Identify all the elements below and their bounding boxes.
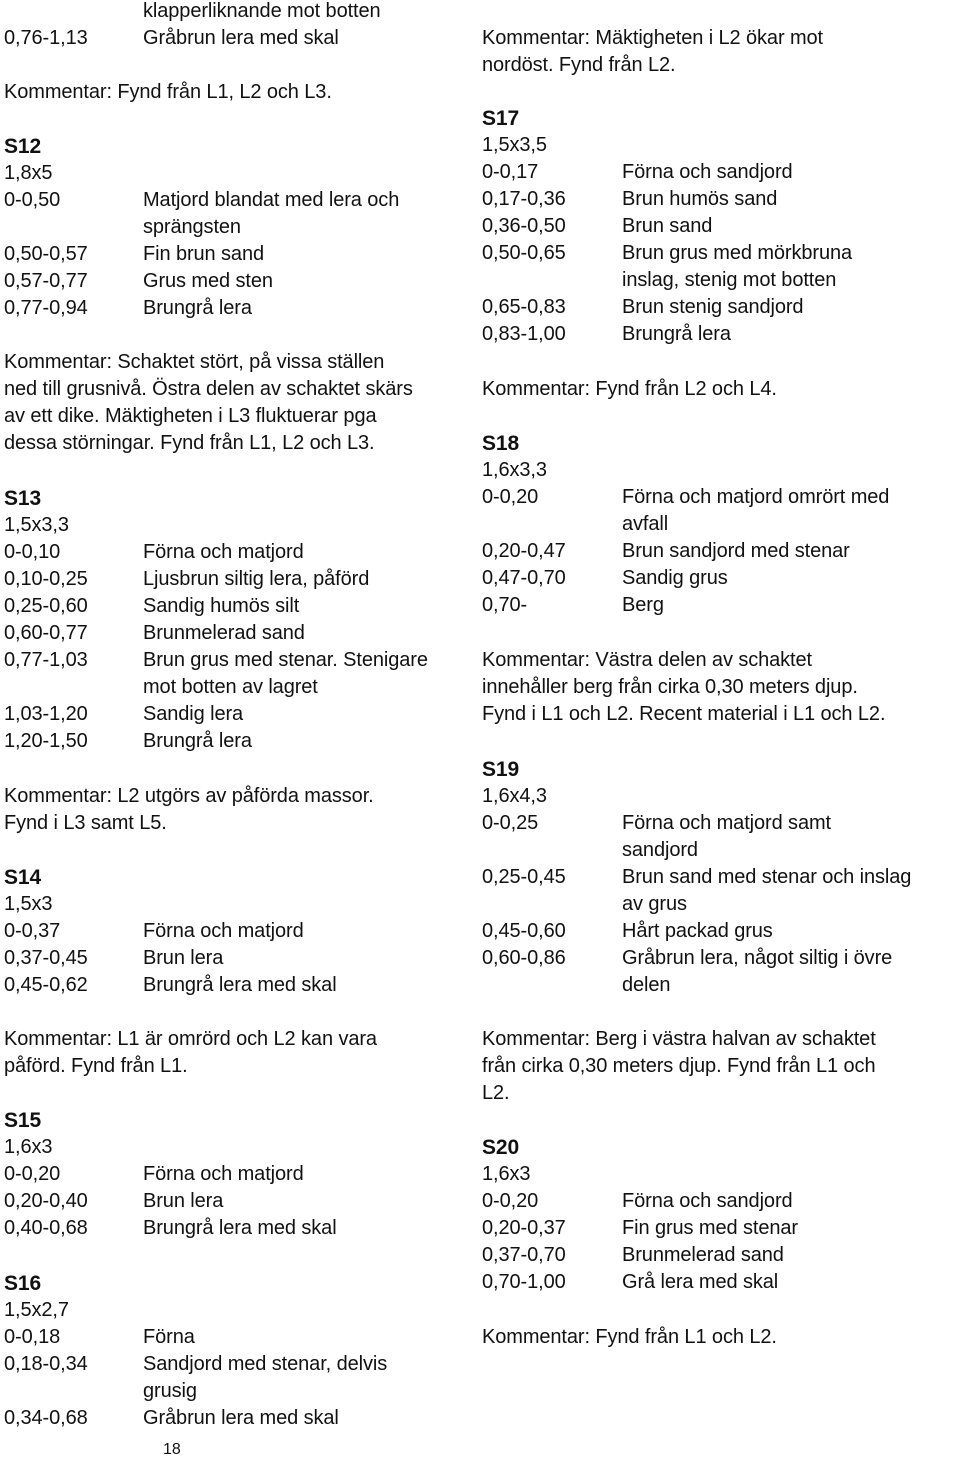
layer-description: Grus med sten <box>143 270 273 292</box>
layer-description: Brun humös sand <box>622 188 778 210</box>
trench-comment: Kommentar: Schaktet stört, på vissa ställen <box>4 351 385 373</box>
layer-depth: 1,20-1,50 <box>4 730 88 752</box>
trench-size: 1,6x3,3 <box>482 459 547 481</box>
trench-heading: S18 <box>482 432 520 455</box>
trench-size: 1,5x2,7 <box>4 1299 69 1321</box>
trench-heading: S20 <box>482 1136 520 1159</box>
trench-comment: från cirka 0,30 meters djup. Fynd från L1 och <box>482 1055 876 1077</box>
layer-depth: 0,50-0,65 <box>482 242 566 264</box>
layer-description: Förna och matjord <box>143 920 304 942</box>
layer-description: Förna och sandjord <box>622 1190 793 1212</box>
layer-depth: 0-0,37 <box>4 920 61 942</box>
layer-description: avfall <box>622 513 669 535</box>
layer-description: klapperliknande mot botten <box>143 0 381 22</box>
layer-description: Gråbrun lera med skal <box>143 1407 339 1429</box>
trench-comment: Kommentar: Fynd från L2 och L4. <box>482 378 777 400</box>
layer-description: Brun sand <box>622 215 713 237</box>
layer-depth: 0,77-1,03 <box>4 649 88 671</box>
layer-depth: 0,17-0,36 <box>482 188 566 210</box>
layer-description: Brun sandjord med stenar <box>622 540 850 562</box>
layer-depth: 0,47-0,70 <box>482 567 566 589</box>
layer-description: Gråbrun lera, något siltig i övre <box>622 947 893 969</box>
trench-size: 1,8x5 <box>4 162 53 184</box>
layer-description: Sandig humös silt <box>143 595 300 617</box>
layer-depth: 0,60-0,86 <box>482 947 566 969</box>
trench-comment: av ett dike. Mäktigheten i L3 fluktuerar pga <box>4 405 377 427</box>
layer-description: sprängsten <box>143 216 241 238</box>
layer-depth: 0,37-0,45 <box>4 947 88 969</box>
layer-depth: 0,60-0,77 <box>4 622 88 644</box>
trench-size: 1,6x3 <box>482 1163 531 1185</box>
layer-depth: 0-0,25 <box>482 812 539 834</box>
layer-description: Brungrå lera <box>622 323 731 345</box>
layer-description: Matjord blandat med lera och <box>143 189 400 211</box>
layer-depth: 0-0,20 <box>4 1163 61 1185</box>
trench-comment: Kommentar: Västra delen av schaktet <box>482 649 812 671</box>
layer-depth: 0,20-0,47 <box>482 540 566 562</box>
trench-comment: Kommentar: Fynd från L1, L2 och L3. <box>4 81 332 103</box>
trench-comment: Fynd i L1 och L2. Recent material i L1 och L2. <box>482 703 886 725</box>
layer-description: Brun stenig sandjord <box>622 296 804 318</box>
trench-comment: Kommentar: L1 är omrörd och L2 kan vara <box>4 1028 377 1050</box>
layer-description: Förna och matjord omrört med <box>622 486 890 508</box>
trench-heading: S15 <box>4 1109 42 1132</box>
layer-depth: 0,18-0,34 <box>4 1353 88 1375</box>
layer-depth: 0,20-0,37 <box>482 1217 566 1239</box>
layer-depth: 0,34-0,68 <box>4 1407 88 1429</box>
layer-description: Brungrå lera med skal <box>143 974 337 996</box>
layer-depth: 0,40-0,68 <box>4 1217 88 1239</box>
trench-comment: Kommentar: L2 utgörs av påförda massor. <box>4 785 374 807</box>
layer-depth: 0,57-0,77 <box>4 270 88 292</box>
trench-heading: S16 <box>4 1272 42 1295</box>
layer-depth: 0-0,50 <box>4 189 61 211</box>
layer-description: Brun lera <box>143 947 224 969</box>
trench-heading: S17 <box>482 107 520 130</box>
layer-depth: 0,10-0,25 <box>4 568 88 590</box>
trench-comment: L2. <box>482 1082 510 1104</box>
layer-depth: 0,83-1,00 <box>482 323 566 345</box>
trench-comment: Fynd i L3 samt L5. <box>4 812 167 834</box>
layer-description: Sandig grus <box>622 567 728 589</box>
layer-description: Ljusbrun siltig lera, påförd <box>143 568 370 590</box>
layer-description: mot botten av lagret <box>143 676 318 698</box>
layer-description: Brungrå lera <box>143 297 252 319</box>
layer-description: Fin grus med stenar <box>622 1217 798 1239</box>
trench-size: 1,6x3 <box>4 1136 53 1158</box>
trench-heading: S19 <box>482 758 520 781</box>
layer-description: Brun lera <box>143 1190 224 1212</box>
layer-depth: 0,20-0,40 <box>4 1190 88 1212</box>
layer-depth: 0-0,17 <box>482 161 539 183</box>
layer-depth: 0,76-1,13 <box>4 27 88 49</box>
layer-depth: 0,45-0,60 <box>482 920 566 942</box>
layer-description: Grå lera med skal <box>622 1271 779 1293</box>
layer-depth: 0-0,20 <box>482 486 539 508</box>
layer-description: Brungrå lera <box>143 730 252 752</box>
layer-depth: 0,25-0,60 <box>4 595 88 617</box>
trench-comment: Kommentar: Berg i västra halvan av schaktet <box>482 1028 876 1050</box>
layer-description: Brungrå lera med skal <box>143 1217 337 1239</box>
trench-comment: innehåller berg från cirka 0,30 meters djup. <box>482 676 858 698</box>
layer-depth: 0,77-0,94 <box>4 297 88 319</box>
layer-description: Brun grus med stenar. Stenigare <box>143 649 428 671</box>
trench-comment: ned till grusnivå. Östra delen av schaktet skärs <box>4 378 413 400</box>
trench-size: 1,5x3,5 <box>482 134 547 156</box>
trench-comment: påförd. Fynd från L1. <box>4 1055 188 1077</box>
layer-depth: 0,50-0,57 <box>4 243 88 265</box>
layer-description: av grus <box>622 893 687 915</box>
layer-description: Brun grus med mörkbruna <box>622 242 853 264</box>
layer-depth: 0,70- <box>482 594 528 616</box>
page-number: 18 <box>163 1441 181 1458</box>
layer-description: Förna och matjord samt <box>622 812 831 834</box>
trench-comment: nordöst. Fynd från L2. <box>482 54 676 76</box>
layer-description: Hårt packad grus <box>622 920 773 942</box>
layer-depth: 0-0,10 <box>4 541 61 563</box>
layer-description: Förna och matjord <box>143 541 304 563</box>
layer-description: inslag, stenig mot botten <box>622 269 837 291</box>
layer-depth: 0-0,20 <box>482 1190 539 1212</box>
trench-comment: Kommentar: Fynd från L1 och L2. <box>482 1326 777 1348</box>
layer-description: Gråbrun lera med skal <box>143 27 339 49</box>
layer-depth: 0-0,18 <box>4 1326 61 1348</box>
trench-size: 1,5x3 <box>4 893 53 915</box>
layer-description: Sandjord med stenar, delvis <box>143 1353 388 1375</box>
trench-size: 1,6x4,3 <box>482 785 547 807</box>
layer-depth: 1,03-1,20 <box>4 703 88 725</box>
layer-description: Brun sand med stenar och inslag <box>622 866 912 888</box>
layer-depth: 0,25-0,45 <box>482 866 566 888</box>
trench-comment: dessa störningar. Fynd från L1, L2 och L3. <box>4 432 375 454</box>
layer-depth: 0,36-0,50 <box>482 215 566 237</box>
layer-depth: 0,65-0,83 <box>482 296 566 318</box>
layer-depth: 0,70-1,00 <box>482 1271 566 1293</box>
layer-depth: 0,37-0,70 <box>482 1244 566 1266</box>
layer-description: delen <box>622 974 671 996</box>
layer-description: Sandig lera <box>143 703 244 725</box>
layer-description: sandjord <box>622 839 698 861</box>
trench-heading: S13 <box>4 487 42 510</box>
layer-description: Berg <box>622 594 664 616</box>
trench-size: 1,5x3,3 <box>4 514 69 536</box>
trench-comment: Kommentar: Mäktigheten i L2 ökar mot <box>482 27 823 49</box>
trench-heading: S14 <box>4 866 42 889</box>
trench-heading: S12 <box>4 135 42 158</box>
layer-depth: 0,45-0,62 <box>4 974 88 996</box>
layer-description: Förna och matjord <box>143 1163 304 1185</box>
layer-description: Förna och sandjord <box>622 161 793 183</box>
layer-description: grusig <box>143 1380 197 1402</box>
layer-description: Brunmelerad sand <box>622 1244 784 1266</box>
layer-description: Förna <box>143 1326 195 1348</box>
layer-description: Fin brun sand <box>143 243 264 265</box>
layer-description: Brunmelerad sand <box>143 622 305 644</box>
